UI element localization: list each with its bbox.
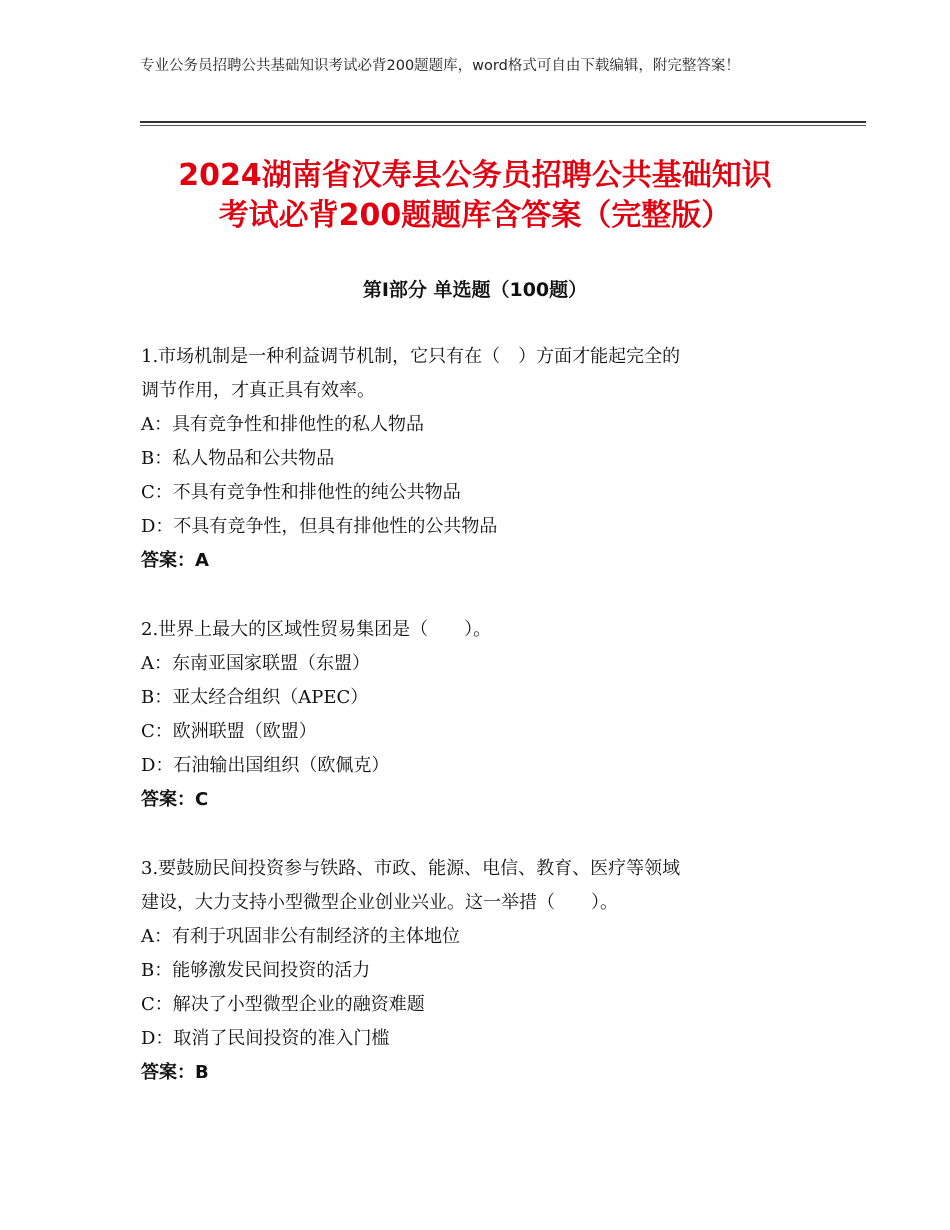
option-a: A：具有竞争性和排他性的私人物品	[141, 414, 424, 435]
header-rule-thin	[140, 125, 866, 126]
question-1	[141, 340, 801, 578]
option-b: B：能够激发民间投资的活力	[141, 960, 371, 981]
option-c: C：欧洲联盟（欧盟）	[141, 721, 317, 742]
option-c: C：不具有竞争性和排他性的纯公共物品	[141, 482, 461, 503]
question-stem-line-1: 1.市场机制是一种利益调节机制，它只有在（ ）方面才能起完全的	[141, 346, 681, 367]
option-c: C：解决了小型微型企业的融资难题	[141, 994, 425, 1015]
answer: 答案：A	[141, 550, 209, 571]
question-stem-line-1: 2.世界上最大的区域性贸易集团是（ ）。	[141, 619, 492, 640]
section-heading: 第Ⅰ部分 单选题（100题）	[362, 279, 588, 301]
title-line-2: 考试必背200题题库含答案（完整版）	[218, 198, 732, 233]
option-d: D：石油输出国组织（欧佩克）	[141, 755, 390, 776]
question-stem-line-2: 调节作用，才真正具有效率。	[141, 380, 375, 401]
question-2	[141, 613, 801, 817]
answer: 答案：C	[141, 789, 209, 810]
question-stem-line-1: 3.要鼓励民间投资参与铁路、市政、能源、电信、教育、医疗等领域	[141, 858, 681, 879]
document-title	[90, 156, 860, 236]
answer: 答案：B	[141, 1062, 209, 1083]
header-rule-thick	[140, 121, 866, 123]
option-a: A：东南亚国家联盟（东盟）	[141, 653, 370, 674]
option-d: D：不具有竞争性，但具有排他性的公共物品	[141, 516, 498, 537]
option-a: A：有利于巩固非公有制经济的主体地位	[141, 926, 460, 947]
option-b: B：亚太经合组织（APEC）	[141, 687, 369, 708]
title-line-1: 2024湖南省汉寿县公务员招聘公共基础知识	[178, 158, 772, 193]
option-d: D：取消了民间投资的准入门槛	[141, 1028, 390, 1049]
question-stem-line-2: 建设，大力支持小型微型企业创业兴业。这一举措（ ）。	[141, 892, 618, 913]
question-3	[141, 852, 801, 1090]
header-note: 专业公务员招聘公共基础知识考试必背200题题库，word格式可自由下载编辑，附完整答案！	[140, 58, 740, 74]
option-b: B：私人物品和公共物品	[141, 448, 335, 469]
